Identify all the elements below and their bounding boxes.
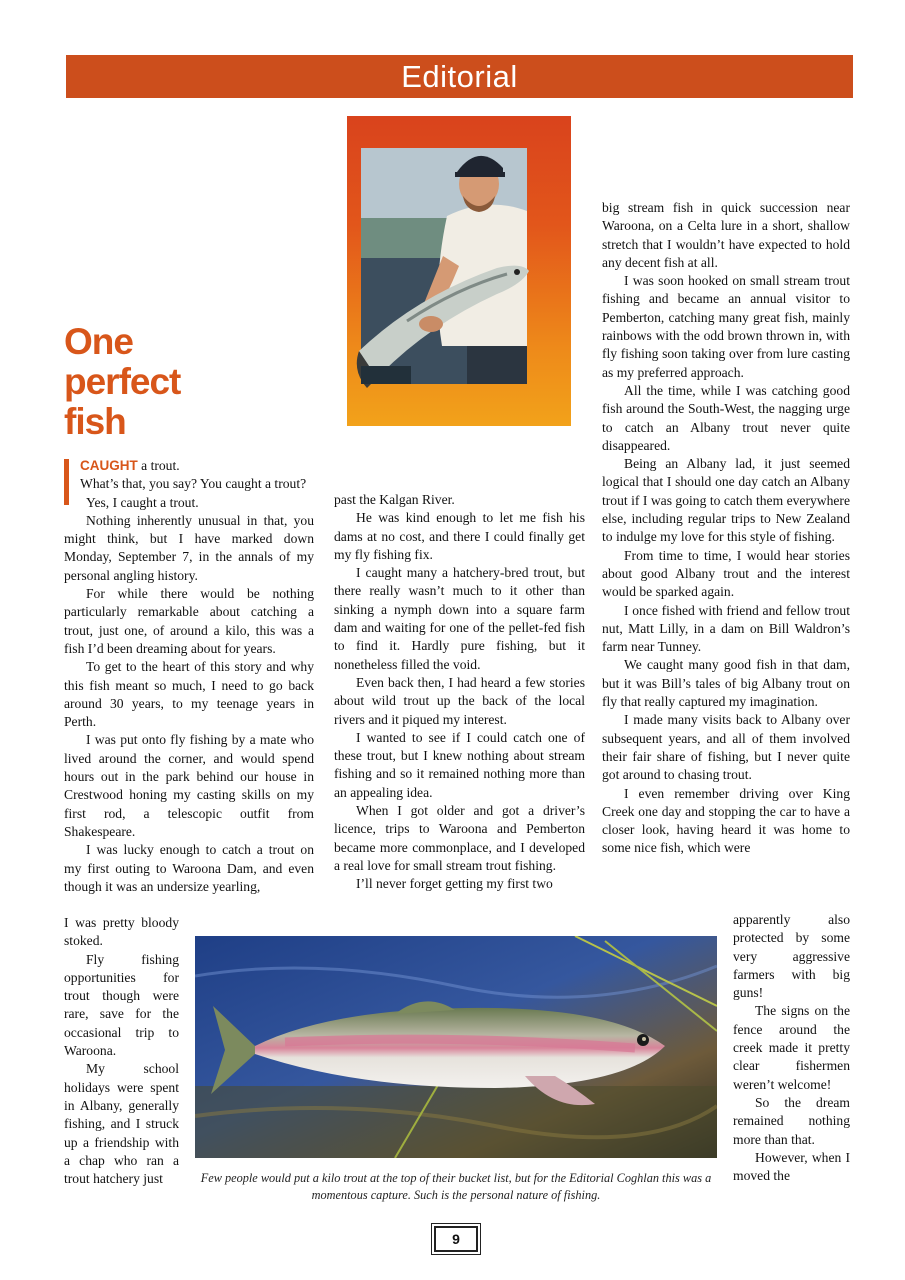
lead-word: CAUGHT	[80, 458, 138, 473]
paragraph: I was soon hooked on small stream trout fishing and became an annual visitor to Pemberton, catching many great fish, mainly rainbows with the odd brown thrown in, with fly fishing soon taking over from lure casting as my preferred approach.	[602, 273, 850, 380]
paragraph: The signs on the fence around the creek made it pretty clear fishermen weren’t welcome!	[733, 1003, 850, 1092]
page-number-value: 9	[452, 1231, 460, 1247]
paragraph: I was pretty bloody stoked.	[64, 915, 179, 949]
paragraph: Even back then, I had heard a few stories about wild trout up the back of the local rivers and it piqued my interest.	[334, 674, 585, 727]
paragraph: All the time, while I was catching good fish around the South-West, the nagging urge to catch an Albany trout never quite disappeared.	[602, 382, 850, 453]
article-column-1	[64, 457, 314, 896]
paragraph: Fly fishing opportunities for trout though were rare, save for the occasional trip to Waroona.	[64, 951, 179, 1059]
article-column-2	[334, 491, 585, 894]
trout-photo	[195, 936, 717, 1158]
page-number	[434, 1226, 478, 1252]
paragraph: past the Kalgan River.	[334, 492, 455, 507]
section-title: Editorial	[401, 59, 518, 94]
paragraph: We caught many good fish in that dam, but it was Bill’s tales of big Albany trout on fly that really captured my imagination.	[602, 657, 850, 710]
paragraph: I caught many a hatchery-bred trout, but there really wasn’t much to it other than sinking a nymph down into a square farm dam and waiting for one of the pellet-fed fish to find it. Hardly pure fishing, but it nonetheless filled the void.	[334, 565, 585, 672]
paragraph: Nothing inherently unusual in that, you might think, but I have marked down Monday, September 7, in the annals of my personal angling history.	[64, 512, 314, 583]
headline-line: One	[64, 321, 133, 362]
paragraph: He was kind enough to let me fish his dams at no cost, and there I could finally get my fly fishing fix.	[334, 510, 585, 562]
section-banner	[66, 55, 853, 98]
paragraph: I was lucky enough to catch a trout on my first outing to Waroona Dam, and even though it was an undersize yearling,	[64, 842, 314, 894]
photo-caption: Few people would put a kilo trout at the top of their bucket list, but for the Editorial Coghlan this was a momentous capture. Such is the personal nature of fishing.	[200, 1171, 712, 1202]
author-photo	[347, 116, 571, 426]
paragraph: Being an Albany lad, it just seemed logical that I should one day catch an Albany trout if I was going to catch them everywhere else, including regular trips to New Zealand to indulge my love for this style of fishing.	[602, 456, 850, 545]
paragraph: My school holidays were spent in Albany, generally fishing, and I struck up a friendship with a chap who ran a trout hatchery just	[64, 1061, 179, 1187]
article-column-3-continued	[733, 911, 850, 1185]
article-column-1-continued	[64, 914, 179, 1188]
headline	[64, 322, 264, 442]
paragraph: Yes, I caught a trout.	[86, 494, 199, 510]
paragraph: apparently also protected by some very aggressive farmers with big guns!	[733, 912, 850, 1001]
paragraph: I even remember driving over King Creek one day and stopping the car to have a closer look, having heard it was home to some nice fish, which were	[602, 785, 850, 856]
paragraph: big stream fish in quick succession near Waroona, on a Celta lure in a short, shallow stretch that I wouldn’t have expected to hold any decent fish at all.	[602, 200, 850, 270]
paragraph: I once fished with friend and fellow trout nut, Matt Lilly, in a dam on Bill Waldron’s farm near Tunney.	[602, 602, 850, 655]
drop-bar	[64, 459, 69, 505]
author-photo-illustration	[347, 116, 571, 426]
paragraph: What’s that, you say? You caught a trout?	[80, 476, 307, 492]
paragraph: I made many visits back to Albany over subsequent years, and all of them involved their fair share of fishing, but I never quite got around to chasing trout.	[602, 712, 850, 783]
paragraph: For while there would be nothing particularly remarkable about catching a trout, just one, of around a kilo, this was a fish I’d been dreaming about for years.	[64, 586, 314, 656]
paragraph: I’ll never forget getting my first two	[356, 876, 553, 892]
lead-paragraph	[64, 457, 314, 494]
paragraph: However, when I moved the	[733, 1149, 850, 1184]
paragraph: So the dream remained nothing more than that.	[733, 1094, 850, 1147]
paragraph: When I got older and got a driver’s licence, trips to Waroona and Pemberton became more commonplace, and I developed a real love for small stream trout fishing.	[334, 803, 585, 873]
lead-rest: a trout.	[137, 458, 180, 473]
paragraph: From time to time, I would hear stories about good Albany trout and the interest would be sparked again.	[602, 547, 850, 600]
article-column-3	[602, 199, 850, 858]
paragraph: I was put onto fly fishing by a mate who lived around the corner, and would spend hours out in the park behind our house in Crestwood honing my casting skills on my first rod, a telescopic outfit from Shakespeare.	[64, 732, 314, 839]
headline-line: perfect	[64, 361, 181, 402]
headline-line: fish	[64, 401, 126, 442]
trout-illustration	[195, 936, 717, 1158]
paragraph: To get to the heart of this story and why this fish meant so much, I need to go back around 30 years, to my teenage years in Perth.	[64, 659, 314, 730]
paragraph: I wanted to see if I could catch one of these trout, but I knew nothing about stream fishing and so it remained nothing more than an appealing idea.	[334, 729, 585, 800]
